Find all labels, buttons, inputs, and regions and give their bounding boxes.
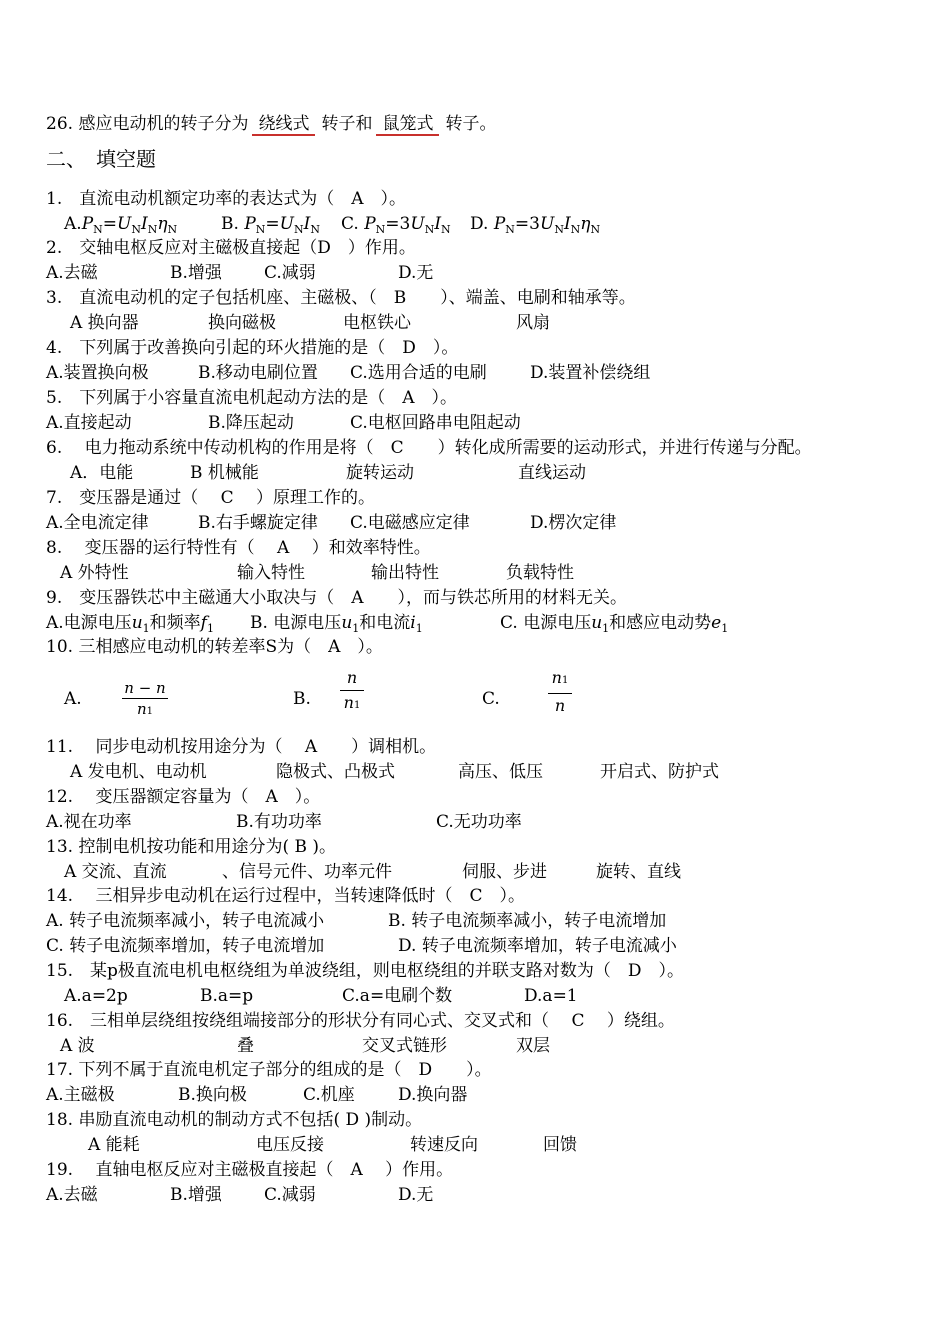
q10-fraction-b: n n1: [340, 668, 364, 716]
q26-blank-2: 鼠笼式: [376, 114, 439, 136]
q19-option-c: C.减弱: [264, 1185, 316, 1205]
q17-option-a: A.主磁极: [46, 1085, 115, 1105]
q10-fraction-c: n1 n: [548, 668, 572, 716]
q26-middle: 转子和: [321, 114, 373, 134]
q6-option-a: A．电能: [70, 463, 134, 483]
q13-option-b: 、信号元件、功率元件: [222, 862, 392, 882]
q11-option-c: 高压、低压: [458, 762, 543, 782]
q12-option-a: A.视在功率: [46, 812, 132, 832]
q7-option-a: A.全电流定律: [46, 513, 149, 533]
q15-option-b: B.a=p: [200, 986, 254, 1006]
question-19: 19. 直轴电枢反应对主磁极直接起（ A ）作用。: [46, 1160, 454, 1180]
q14-option-a: A. 转子电流频率减小，转子电流减小: [46, 911, 325, 931]
question-10: 10. 三相感应电动机的转差率S为（ A ）。: [46, 637, 383, 657]
q26-blank-1: 绕线式: [252, 114, 315, 136]
q2-option-a: A.去磁: [46, 263, 98, 283]
q1-option-c: C. $P_N=3U_NI_N$: [341, 214, 451, 236]
q15-option-d: D.a=1: [524, 986, 578, 1006]
q16-option-b: 叠: [237, 1036, 254, 1056]
q26-prefix: 26. 感应电动机的转子分为: [46, 114, 249, 134]
q13-option-c: 伺服、步进: [462, 862, 547, 882]
q19-option-a: A.去磁: [46, 1185, 98, 1205]
q6-option-d: 直线运动: [518, 463, 586, 483]
question-15: 15. 某p极直流电机电枢绕组为单波绕组，则电枢绕组的并联支路对数为（ D ）。: [46, 961, 685, 981]
q19-option-b: B.增强: [170, 1185, 222, 1205]
q17-option-d: D.换向器: [398, 1085, 468, 1105]
question-8: 8. 变压器的运行特性有（ A ）和效率特性。: [46, 538, 431, 558]
q4-option-b: B.移动电刷位置: [198, 363, 318, 383]
q18-option-b: 电压反接: [256, 1135, 324, 1155]
q9-option-a: A.电源电压$u_1$和频率$f_1$: [46, 613, 214, 635]
q15-option-a: A.a=2p: [64, 986, 128, 1006]
q3-option-d: 风扇: [516, 313, 550, 333]
q17-option-b: B.换向极: [178, 1085, 247, 1105]
q4-option-c: C.选用合适的电刷: [350, 363, 487, 383]
question-4: 4. 下列属于改善换向引起的环火措施的是（ D ）。: [46, 338, 459, 358]
q16-option-a: A 波: [60, 1036, 95, 1056]
q12-option-c: C.无功功率: [436, 812, 522, 832]
q6-option-c: 旋转运动: [346, 463, 414, 483]
q10-label-c: C.: [482, 689, 500, 709]
q16-option-c: 交叉式链形: [362, 1036, 447, 1056]
q26-suffix: 转子。: [445, 114, 497, 134]
question-13: 13. 控制电机按功能和用途分为( B )。: [46, 837, 337, 857]
q4-option-a: A.装置换向极: [46, 363, 149, 383]
q9-option-c: C. 电源电压$u_1$和感应电动势$e_1$: [500, 613, 729, 635]
q7-option-b: B.右手螺旋定律: [198, 513, 318, 533]
q12-option-b: B.有功功率: [236, 812, 322, 832]
question-11: 11. 同步电动机按用途分为（ A ）调相机。: [46, 737, 437, 757]
q10-label-b: B.: [293, 689, 311, 709]
q5-option-a: A.直接起动: [46, 413, 132, 433]
q13-option-a: A 交流、直流: [64, 862, 167, 882]
q10-label-a: A.: [64, 689, 82, 709]
q19-option-d: D.无: [398, 1185, 434, 1205]
question-17: 17. 下列不属于直流电机定子部分的组成的是（ D ）。: [46, 1060, 492, 1080]
q7-option-d: D.楞次定律: [530, 513, 617, 533]
q3-option-c: 电枢铁心: [343, 313, 411, 333]
q8-option-b: 输入特性: [237, 563, 305, 583]
question-5: 5. 下列属于小容量直流电机起动方法的是（ A ）。: [46, 388, 457, 408]
question-2: 2. 交轴电枢反应对主磁极直接起（D ）作用。: [46, 238, 416, 258]
q4-option-d: D.装置补偿绕组: [530, 363, 651, 383]
q7-option-c: C.电磁感应定律: [350, 513, 470, 533]
q3-option-b: 换向磁极: [208, 313, 276, 333]
q10-fraction-a: n − n n1: [122, 680, 168, 720]
q11-option-b: 隐极式、凸极式: [276, 762, 395, 782]
q8-option-d: 负载特性: [506, 563, 574, 583]
q1-option-b: B. $P_N=U_NI_N$: [221, 214, 320, 236]
q2-option-d: D.无: [398, 263, 434, 283]
q18-option-a: A 能耗: [88, 1135, 140, 1155]
q1-option-d: D. $P_N=3U_NI_N\eta_N$: [470, 214, 601, 236]
q15-option-c: C.a=电刷个数: [342, 986, 453, 1006]
q14-option-c: C. 转子电流频率增加，转子电流增加: [46, 936, 325, 956]
q16-option-d: 双层: [516, 1036, 550, 1056]
q8-option-c: 输出特性: [371, 563, 439, 583]
q6-option-b: B 机械能: [190, 463, 259, 483]
q5-option-b: B.降压起动: [208, 413, 294, 433]
question-12: 12. 变压器额定容量为（ A ）。: [46, 787, 321, 807]
q14-option-b: B. 转子电流频率减小，转子电流增加: [388, 911, 667, 931]
q2-option-b: B.增强: [170, 263, 222, 283]
q18-option-c: 转速反向: [410, 1135, 478, 1155]
question-6: 6. 电力拖动系统中传动机构的作用是将（ C ）转化成所需要的运动形式，并进行传递与分配。: [46, 438, 812, 458]
question-3: 3. 直流电动机的定子包括机座、主磁极、（ B ）、端盖、电刷和轴承等。: [46, 288, 636, 308]
question-14: 14. 三相异步电动机在运行过程中，当转速降低时（ C ）。: [46, 886, 525, 906]
question-1: 1. 直流电动机额定功率的表达式为（ A ）。: [46, 189, 406, 209]
question-9: 9. 变压器铁芯中主磁通大小取决与（ A ），而与铁芯所用的材料无关。: [46, 588, 627, 608]
q8-option-a: A 外特性: [60, 563, 129, 583]
q11-option-d: 开启式、防护式: [600, 762, 719, 782]
question-26: [46, 113, 496, 136]
q9-option-b: B. 电源电压$u_1$和电流$i_1$: [250, 613, 423, 635]
q1-option-a: $A.P_N=U_NI_N\eta_N$: [64, 214, 178, 236]
section-title: 二、 填空题: [46, 147, 156, 171]
q3-option-a: A 换向器: [70, 313, 139, 333]
question-18: 18. 串励直流电动机的制动方式不包括( D )制动。: [46, 1110, 423, 1130]
q11-option-a: A 发电机、电动机: [70, 762, 207, 782]
question-16: 16. 三相单层绕组按绕组端接部分的形状分有同心式、交叉式和（ C ）绕组。: [46, 1011, 675, 1031]
q2-option-c: C.减弱: [264, 263, 316, 283]
q18-option-d: 回馈: [543, 1135, 577, 1155]
q14-option-d: D. 转子电流频率增加，转子电流减小: [398, 936, 677, 956]
q5-option-c: C.电枢回路串电阻起动: [350, 413, 521, 433]
q13-option-d: 旋转、直线: [596, 862, 681, 882]
question-7: 7. 变压器是通过（ C ）原理工作的。: [46, 488, 376, 508]
q17-option-c: C.机座: [303, 1085, 355, 1105]
